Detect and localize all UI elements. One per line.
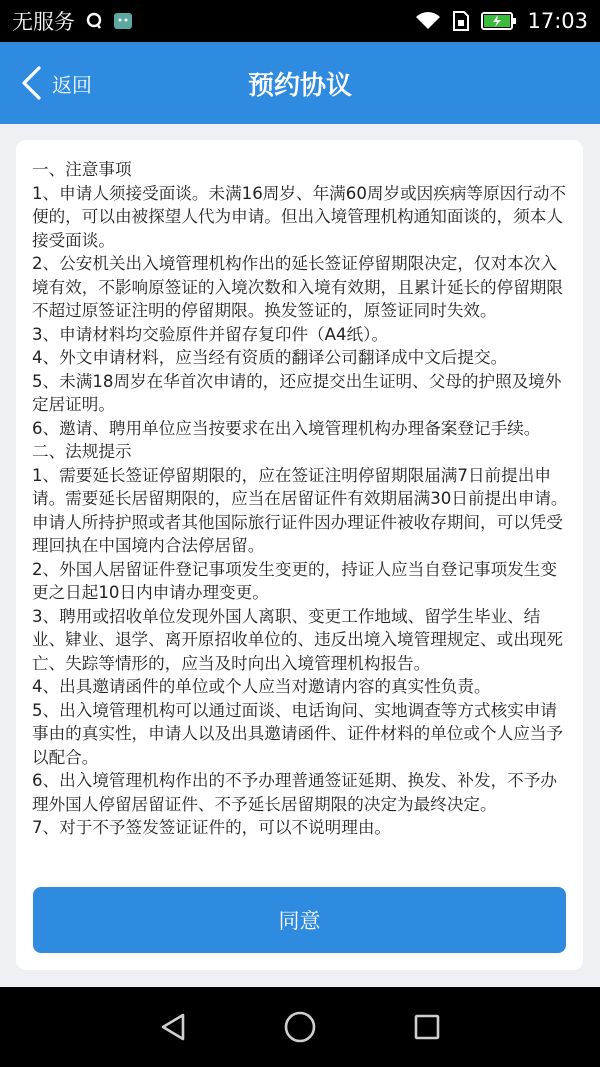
nav-recents-button[interactable]: [397, 997, 457, 1057]
agreement-line: 二、法规提示: [32, 442, 132, 461]
nav-home-button[interactable]: [270, 997, 330, 1057]
agreement-line: 4、出具邀请函件的单位或个人应当对邀请内容的真实性负责。: [32, 677, 491, 696]
agreement-line: 3、申请材料均交验原件并留存复印件（A4纸）。: [32, 324, 389, 344]
nav-back-icon: [159, 1012, 187, 1042]
qq-icon: [85, 12, 103, 30]
page-title: 预约协议: [247, 70, 352, 101]
agreement-line: 一、注意事项: [32, 160, 132, 179]
status-left: [12, 6, 133, 36]
agreement-line: 7、对于不予签发签证证件的，可以不说明理由。: [32, 818, 392, 837]
wifi-icon: [415, 11, 441, 31]
agreement-line: 6、邀请、聘用单位应当按要求在出入境管理机构办理备案登记手续。: [32, 418, 541, 438]
agreement-line: 2、公安机关出入境管理机构作出的延长签证停留期限决定，仅对本次入境有效，不影响原签证的入境次数和入境有效期，且累计延长的停留期限不超过原签证注明的停留期限。换发签证的，原签证同时失效。: [32, 254, 563, 320]
system-nav-bar: [0, 987, 600, 1067]
back-chevron-icon: [20, 65, 42, 101]
agreement-line: 1、申请人须接受面谈。未满16周岁、年满60周岁或因疾病等原因行动不便的，可以由被探望人代为申请。但出入境管理机构通知面谈的，须本人接受面谈。: [32, 183, 567, 250]
nav-home-icon: [283, 1010, 317, 1044]
nav-recents-icon: [413, 1013, 441, 1041]
nav-back-button[interactable]: [143, 997, 203, 1057]
agreement-line: 5、未满18周岁在华首次申请的，还应提交出生证明、父母的护照及境外定居证明。: [32, 371, 562, 414]
back-button[interactable]: [20, 42, 92, 124]
agreement-line: 3、聘用或招收单位发现外国人离职、变更工作地域、留学生毕业、结业、肄业、退学、离开原招收单位的、违反出境入境管理规定、或出现死亡、失踪等情形的，应当及时向出入境管理机构报告。: [32, 606, 563, 673]
android-icon: [113, 12, 133, 30]
back-label: 返回: [52, 72, 92, 97]
status-time: 17:03: [527, 9, 588, 33]
status-right: [415, 9, 588, 33]
status-bar: [0, 0, 600, 42]
agreement-line: 4、外文申请材料，应当经有资质的翻译公司翻译成中文后提交。: [32, 348, 508, 367]
agreement-card: [16, 140, 583, 970]
agreement-text[interactable]: [32, 158, 572, 868]
agree-button[interactable]: 同意: [33, 887, 566, 953]
carrier-text: 无服务: [12, 10, 75, 34]
header-bar: [0, 42, 600, 124]
battery-charging-icon: [481, 11, 517, 31]
sim-icon: [451, 10, 471, 32]
agreement-line: 1、需要延长签证停留期限的，应在签证注明停留期限届满7日前提出申请。需要延长居留期限的，应当在居留证件有效期届满30日前提出申请。申请人所持护照或者其他国际旅行证件因办理证件被收存期间，可以凭受理回执在中国境内合法停居留。: [32, 465, 568, 555]
agreement-line: 6、出入境管理机构作出的不予办理普通签证延期、换发、补发，不予办理外国人停留居留证件、不予延长居留期限的决定为最终决定。: [32, 771, 557, 814]
agreement-line: 5、出入境管理机构可以通过面谈、电话询问、实地调查等方式核实申请事由的真实性，申请人以及出具邀请函件、证件材料的单位或个人应当予以配合。: [32, 700, 563, 767]
agreement-line: 2、外国人居留证件登记事项发生变更的，持证人应当自登记事项发生变更之日起10日内申请办理变更。: [32, 559, 557, 602]
